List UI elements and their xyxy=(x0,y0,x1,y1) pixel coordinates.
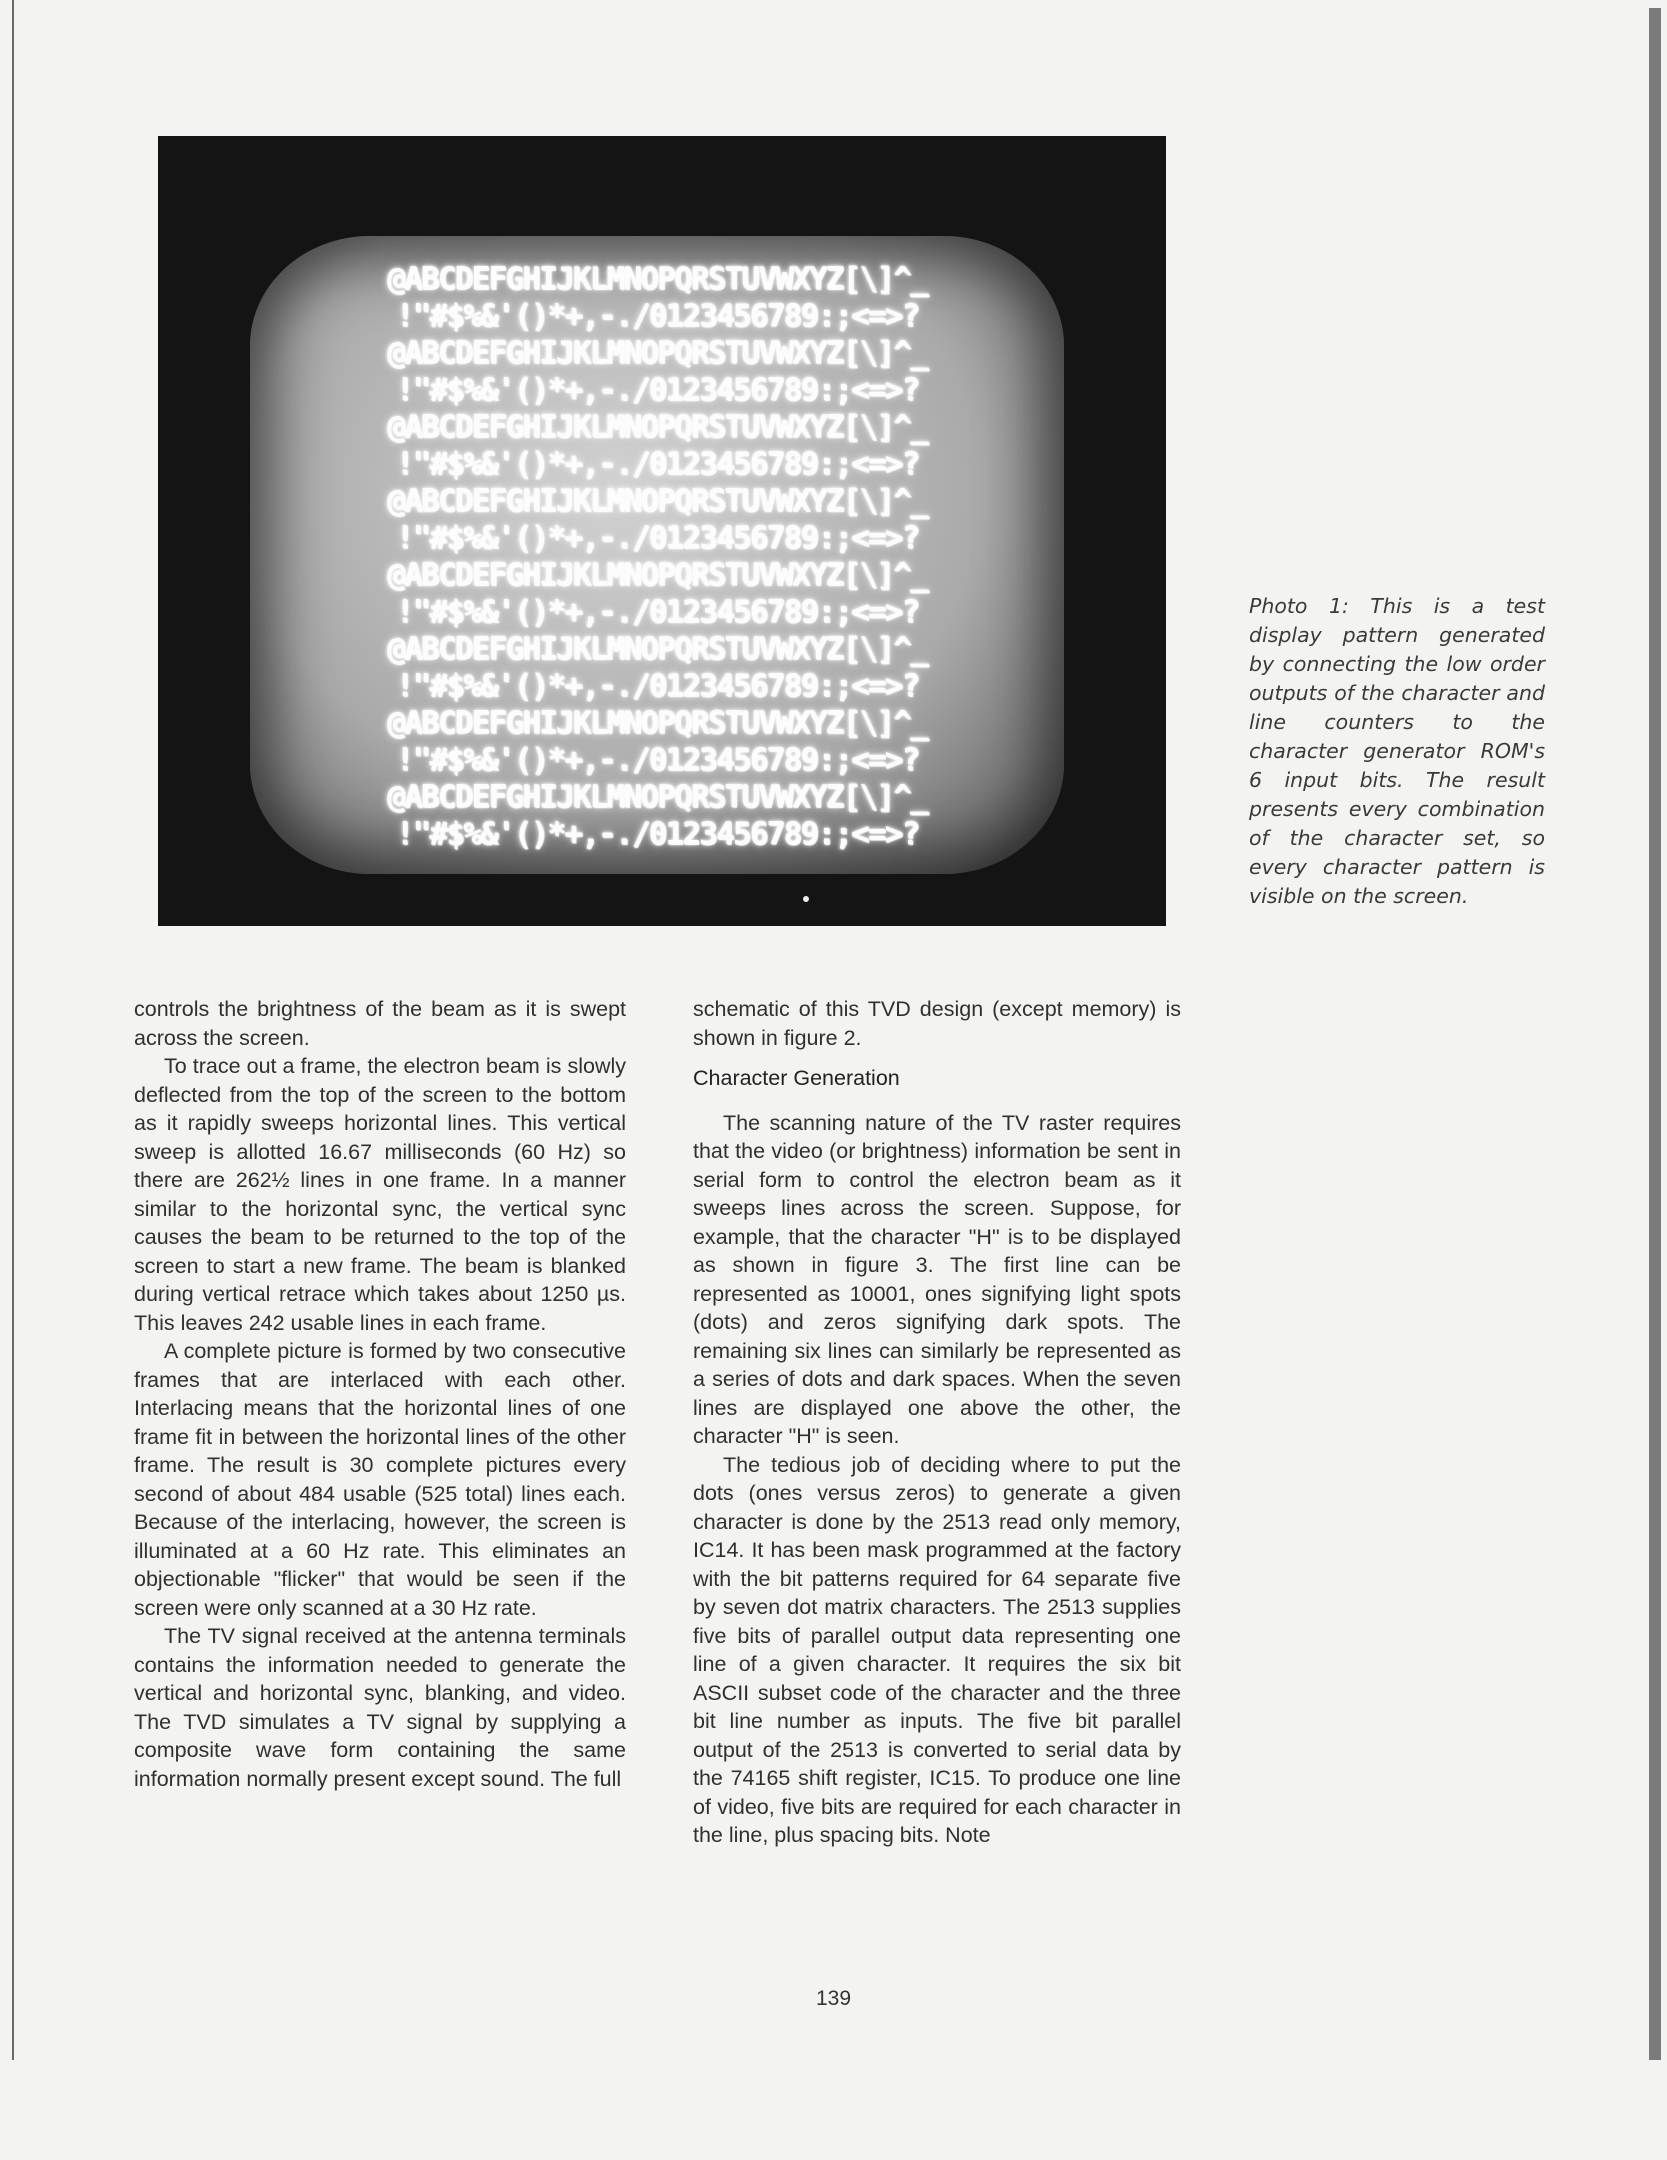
paragraph: A complete picture is formed by two consecutive frames that are interlaced with each other. Interlacing means that the horizontal lines of one frame fit in between the horizontal lines of the other frame. The result is 30 complete pictures every second of about 484 usable (525 total) lines each. Because of the interlacing, however, the screen is illuminated at a 60 Hz rate. This eliminates an objectionable "flicker" that would be seen if the screen were only scanned at a 30 Hz rate. xyxy=(134,1339,626,1620)
section-heading: Character Generation xyxy=(693,1066,900,1090)
paragraph: The TV signal received at the antenna terminals contains the information needed to generate the vertical and horizontal sync, blanking, and video. The TVD simulates a TV signal by supplying a composite wave form containing the same information normally present except sound. The full xyxy=(134,1624,626,1791)
page-edge-left xyxy=(12,0,14,2060)
crt-line: @ABCDEFGHIJKLMNOPQRSTUVWXYZ[\]^_ xyxy=(387,335,927,371)
left-column xyxy=(134,995,626,1793)
crt-line: !"#$%&'()*+,-./0123456789:;<=>? xyxy=(395,594,919,630)
crt-line: @ABCDEFGHIJKLMNOPQRSTUVWXYZ[\]^_ xyxy=(387,631,927,667)
crt-line: @ABCDEFGHIJKLMNOPQRSTUVWXYZ[\]^_ xyxy=(387,409,927,445)
paragraph: The scanning nature of the TV raster requires that the video (or brightness) information be sent in serial form to control the electron beam as it sweeps lines across the screen. Suppose, for example, that the character "H" is to be displayed as shown in figure 3. The first line can be represented as 10001, ones signifying light spots (dots) and zeros signifying dark spots. The remaining six lines can similarly be represented as a series of dots and dark spaces. When the seven lines are displayed one above the other, the character "H" is seen. xyxy=(693,1110,1181,1448)
crt-line: @ABCDEFGHIJKLMNOPQRSTUVWXYZ[\]^_ xyxy=(387,483,927,519)
crt-line: !"#$%&'()*+,-./0123456789:;<=>? xyxy=(395,742,919,778)
page-number: 139 xyxy=(815,1987,852,2010)
right-column xyxy=(693,995,1181,1850)
crt-line: !"#$%&'()*+,-./0123456789:;<=>? xyxy=(395,446,919,482)
crt-line: @ABCDEFGHIJKLMNOPQRSTUVWXYZ[\]^_ xyxy=(387,705,927,741)
crt-line: !"#$%&'()*+,-./0123456789:;<=>? xyxy=(395,816,919,852)
paragraph: To trace out a frame, the electron beam is slowly deflected from the top of the screen to the bottom as it rapidly sweeps horizontal lines. This vertical sweep is allotted 16.67 milliseconds (60 Hz) so there are 262½ lines in one frame. In a manner similar to the horizontal sync, the vertical sync causes the beam to be returned to the top of the screen to start a new frame. The beam is blanked during vertical retrace which takes about 1250 µs. This leaves 242 usable lines in each frame. xyxy=(134,1054,626,1335)
page-edge-right xyxy=(1649,8,1661,2060)
crt-line: !"#$%&'()*+,-./0123456789:;<=>? xyxy=(395,298,919,334)
crt-line: @ABCDEFGHIJKLMNOPQRSTUVWXYZ[\]^_ xyxy=(387,557,927,593)
crt-line: @ABCDEFGHIJKLMNOPQRSTUVWXYZ[\]^_ xyxy=(387,261,927,297)
crt-dot xyxy=(803,896,809,902)
paragraph: The tedious job of deciding where to put the dots (ones versus zeros) to generate a given character is done by the 2513 read only memory, IC14. It has been mask programmed at the factory with the bit patterns required for 64 separate five by seven dot matrix characters. The 2513 supplies five bits of parallel output data representing one line of a given character. It requires the six bit ASCII subset code of the character and the three bit line number as inputs. The five bit parallel output of the 2513 is converted to serial data by the 74165 shift register, IC15. To produce one line of video, five bits are required for each character in the line, plus spacing bits. Note xyxy=(693,1452,1181,1847)
crt-line: !"#$%&'()*+,-./0123456789:;<=>? xyxy=(395,520,919,556)
paragraph: schematic of this TVD design (except memory) is shown in figure 2. xyxy=(693,997,1181,1050)
paragraph: controls the brightness of the beam as it is swept across the screen. xyxy=(134,997,626,1050)
crt-line: !"#$%&'()*+,-./0123456789:;<=>? xyxy=(395,372,919,408)
crt-line: @ABCDEFGHIJKLMNOPQRSTUVWXYZ[\]^_ xyxy=(387,779,927,815)
photo-crt-test-pattern xyxy=(158,136,1166,926)
crt-screen xyxy=(250,236,1064,874)
photo-caption: Photo 1: This is a test display pattern generated by connecting the low order outputs of the character and line counters to the character generator ROM's 6 input bits. The result presents every combination of the character set, so every character pattern is visible on the screen. xyxy=(1249,594,1545,908)
crt-line: !"#$%&'()*+,-./0123456789:;<=>? xyxy=(395,668,919,704)
